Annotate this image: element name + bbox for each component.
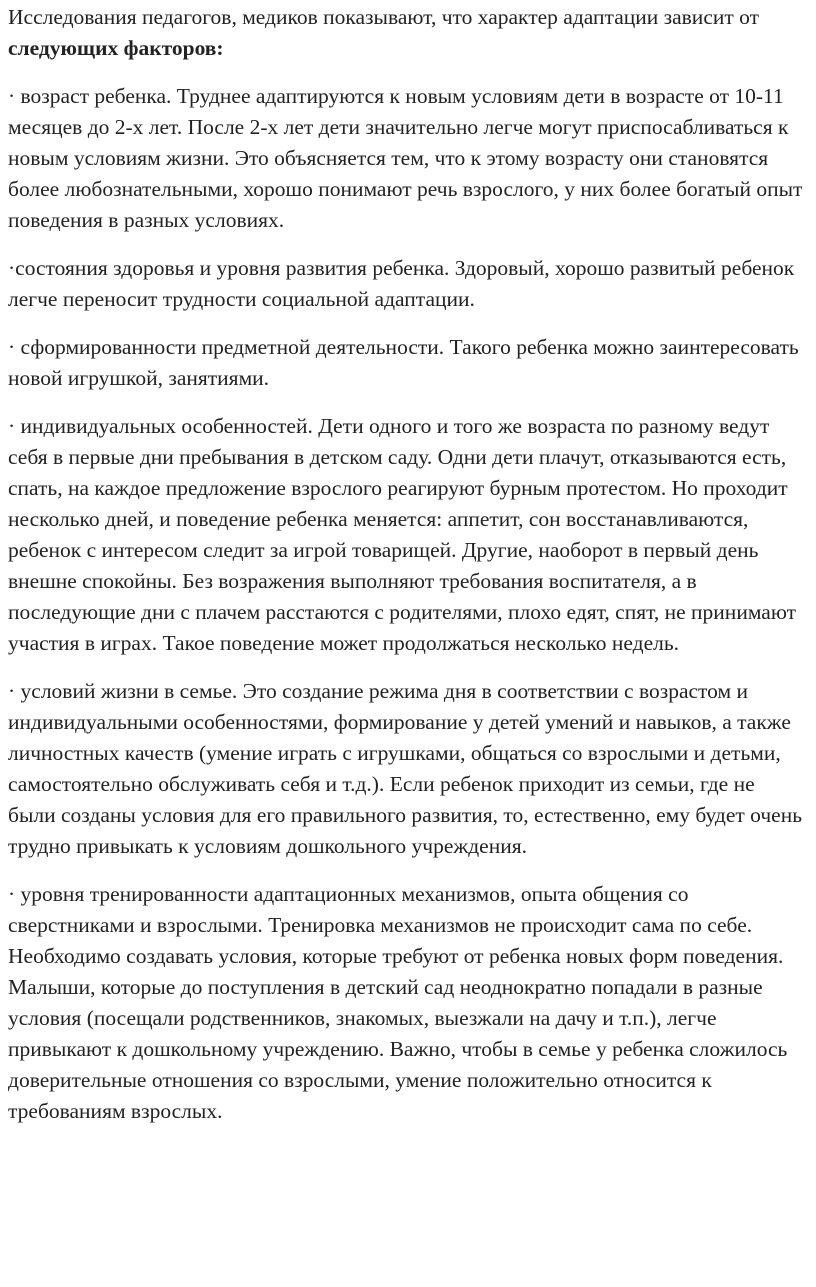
factor-family-paragraph: · условий жизни в семье. Это создание режима дня в соответствии с возрастом и индивидуальными особенностями, формирование у детей умений и навыков, а также личностных качеств (умение играть с игрушками, общаться со взрослыми и детьми, самостоятельно обслуживать себя и т.д.). Если ребенок приходит из семьи, где не были созданы условия для его правильного развития, то, естественно, ему будет очень трудно привыкать к условиям дошкольного учреждения. bbox=[8, 679, 803, 858]
factor-individual-paragraph: · индивидуальных особенностей. Дети одного и того же возраста по разному ведут себя в первые дни пребывания в детском саду. Одни дети плачут, отказываются есть, спать, на каждое предложение взрослого реагируют бурным протестом. Но проходит несколько дней, и поведение ребенка меняется: аппетит, сон восстанавливаются, ребенок с интересом следит за игрой товарищей. Другие, наоборот в первый день внешне спокойны. Без возражения выполняют требования воспитателя, а в последующие дни с плачем расстаются с родителями, плохо едят, спят, не принимают участия в играх. Такое поведение может продолжаться несколько недель. bbox=[8, 414, 796, 655]
intro-bold-text: следующих факторов: bbox=[8, 36, 224, 60]
factor-health-paragraph: ·состояния здоровья и уровня развития ребенка. Здоровый, хорошо развитый ребенок легче переносит трудности социальной адаптации. bbox=[8, 256, 795, 311]
intro-paragraph bbox=[8, 2, 806, 64]
factor-training-paragraph: · уровня тренированности адаптационных механизмов, опыта общения со сверстниками и взрослыми. Тренировка механизмов не происходит сама по себе. Необходимо создавать условия, которые требуют от ребенка новых форм поведения. Малыши, которые до поступления в детский сад неоднократно попадали в разные условия (посещали родственников, знакомых, выезжали на дачу и т.п.), легче привыкают к дошкольному учреждению. Важно, чтобы в семье у ребенка сложилось доверительные отношения со взрослыми, умение положительно относится к требованиям взрослых. bbox=[8, 882, 788, 1123]
intro-text: Исследования педагогов, медиков показывают, что характер адаптации зависит от bbox=[8, 5, 759, 29]
factor-activity-paragraph: · сформированности предметной деятельности. Такого ребенка можно заинтересовать новой игрушкой, занятиями. bbox=[8, 335, 799, 390]
factor-age-paragraph: · возраст ребенка. Труднее адаптируются к новым условиям дети в возрасте от 10-11 месяцев до 2-х лет. После 2-х лет дети значительно легче могут приспосабливаться к новым условиям жизни. Это объясняется тем, что к этому возрасту они становятся более любознательными, хорошо понимают речь взрослого, у них более богатый опыт поведения в разных условиях. bbox=[8, 84, 803, 232]
